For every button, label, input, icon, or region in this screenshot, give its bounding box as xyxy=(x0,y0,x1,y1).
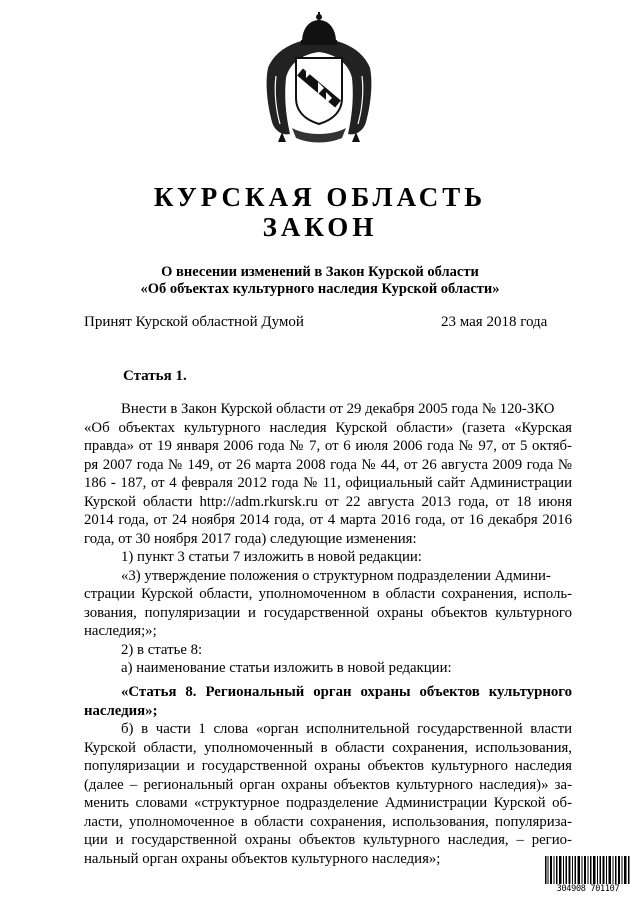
body-line: Курской области http://adm.rkursk.ru от 22 августа 2013 года, от 18 июня xyxy=(84,493,572,510)
adopted-by: Принят Курской областной Думой xyxy=(84,314,304,330)
body-line: 2) в статье 8: xyxy=(121,641,203,658)
body-line: б) в части 1 слова «орган исполнительной государственной власти xyxy=(121,721,572,737)
body-line: Курской области, уполномоченный в области сохранения, использования, xyxy=(84,739,572,756)
law-title-line-1: О внесении изменений в Закон Курской области xyxy=(161,264,479,280)
adoption-date: 23 мая 2018 года xyxy=(441,314,548,330)
article-8-heading-line: наследия»; xyxy=(84,702,158,719)
body-line: наследия;»; xyxy=(84,623,157,639)
body-line: 1) пункт 3 статьи 7 изложить в новой редакции: xyxy=(121,549,422,565)
body-line: менить словами «структурное подразделение Администрации Курской об- xyxy=(84,795,572,811)
body-line: страции Курской области, уполномоченном в области сохранения, исполь- xyxy=(84,586,572,602)
document-type: ЗАКОН xyxy=(262,212,378,242)
body-line: зования, популяризации и государственной охраны объектов культурного xyxy=(84,604,572,621)
body-line: 186 - 187, от 4 февраля 2012 года № 11, официальный сайт Администрации xyxy=(84,475,572,491)
law-title-line-2: «Об объектах культурного наследия Курской области» xyxy=(140,281,500,297)
body-line: «Об объектах культурного наследия Курской области» (газета «Курская xyxy=(84,419,572,436)
body-line: ласти, уполномоченное в области сохранения, использования, популяриза- xyxy=(84,813,572,830)
body-line: года, от 30 ноября 2017 года) следующие изменения: xyxy=(84,530,417,547)
article-heading: Статья 1. xyxy=(123,368,187,384)
kursk-coat-of-arms-icon xyxy=(262,12,376,144)
article-body xyxy=(84,400,572,678)
body-line: популяризации и государственной охраны объектов культурного наследия xyxy=(84,758,572,774)
body-line: 2014 года, от 24 ноября 2014 года, от 4 марта 2016 года, от 16 декабря 2016 xyxy=(84,512,572,528)
article-body-continued xyxy=(84,720,572,868)
body-line: а) наименование статьи изложить в новой редакции: xyxy=(121,660,452,676)
body-line: нальный орган охраны объектов культурного наследия»; xyxy=(84,850,441,867)
body-line: ции и государственной охраны объектов культурного наследия, – регио- xyxy=(84,832,572,848)
body-line: (далее – региональный орган охраны объектов культурного наследия)» за- xyxy=(84,776,572,793)
body-line: «3) утверждение положения о структурном подразделении Админи- xyxy=(121,567,551,584)
body-line: ря 2007 года № 149, от 26 марта 2008 года № 44, от 26 августа 2009 года № xyxy=(84,456,572,473)
region-name: КУРСКАЯ ОБЛАСТЬ xyxy=(153,182,487,212)
body-line: Внести в Закон Курской области от 29 декабря 2005 года № 120-ЗКО xyxy=(121,401,555,417)
article-8-heading xyxy=(84,683,572,720)
barcode-number: 304908 701107 xyxy=(545,884,631,894)
article-8-heading-line: «Статья 8. Региональный орган охраны объектов культурного xyxy=(121,684,572,700)
body-line: правда» от 19 января 2006 года № 7, от 6 июля 2006 года № 97, от 5 октяб- xyxy=(84,438,572,454)
